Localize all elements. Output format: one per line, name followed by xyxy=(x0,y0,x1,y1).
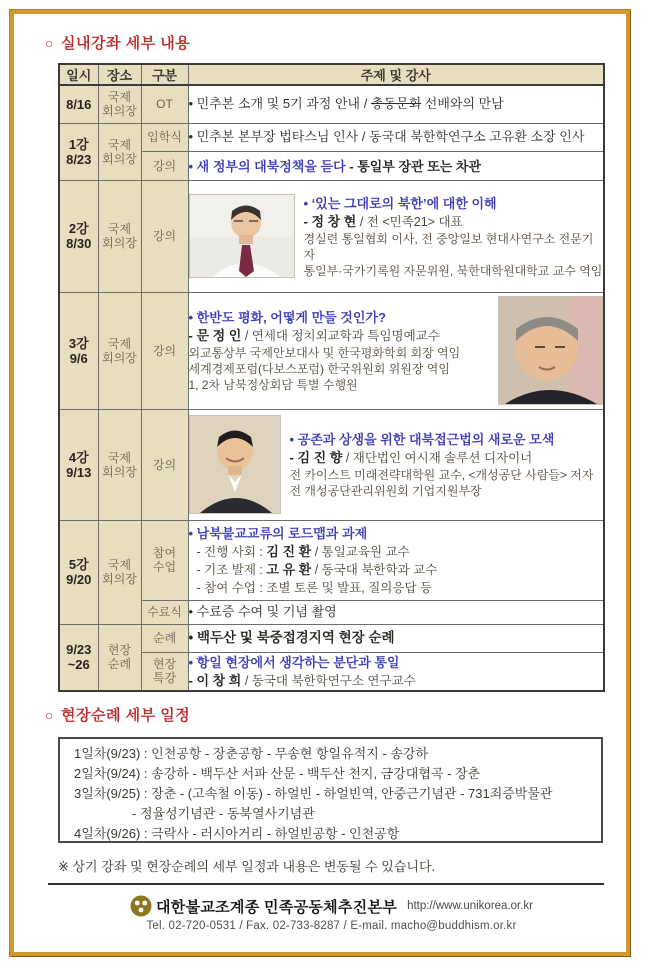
person-portrait-icon xyxy=(498,296,603,405)
speaker-detail-1: 전 카이스트 미래전략대학원 교수, <개성공단 사람들> 저자 xyxy=(289,468,594,482)
footer-org-line xyxy=(58,893,605,919)
person-portrait-icon xyxy=(189,415,281,514)
topic-text: • 항일 현장에서 생각하는 분단과 통일 xyxy=(188,654,400,670)
speaker-desc: / 연세대 정치외교학과 특임명예교수 xyxy=(241,329,440,343)
circle-bullet-icon: ○ xyxy=(45,35,54,51)
date-line2: 9/20 xyxy=(66,572,92,587)
session-line-2 xyxy=(189,561,604,579)
place-line2: 회의장 xyxy=(102,104,137,119)
itinerary-day-3: 3일차(9/25) : 장춘 - (고속철 이동) - 하얼빈 - 하얼빈역, 안중근기념관 - 731죄증박물관 xyxy=(74,786,553,801)
date-line2: ~26 xyxy=(67,657,90,672)
place-line1: 현장 xyxy=(107,643,132,657)
topic-text: • 공존과 상생을 위한 대북접근법의 새로운 모색 xyxy=(289,432,555,447)
speaker-detail-2: 전 개성공단관리위원회 기업지원부장 xyxy=(289,484,482,498)
type-cell: 입학식 xyxy=(141,123,188,151)
session2-prefix: - 기조 발제 : xyxy=(196,562,267,577)
row-lecture2 xyxy=(59,180,604,292)
pilgrimage-route-text: • 백두산 및 북중접경지역 현장 순례 xyxy=(188,630,395,645)
date-cell: 8/16 xyxy=(59,85,98,123)
speaker-detail-2: 통일부·국가기록원 자문위원, 북한대학원대학교 교수 역임 xyxy=(303,263,603,278)
speaker-photo-moon-chungin xyxy=(498,296,603,405)
place-line1: 국제 xyxy=(107,222,132,236)
itinerary-day-3-continued: - 정율성기념관 - 동북열사기념관 xyxy=(132,806,315,821)
speaker-detail-1: 경실련 통일협회 이사, 전 중앙일보 현대사연구소 전문기자 xyxy=(303,231,594,262)
place-cell xyxy=(98,520,141,624)
col-header-place: 장소 xyxy=(98,64,141,85)
pilgrimage-section-title xyxy=(45,704,190,725)
place-cell xyxy=(98,123,141,180)
type-cell: OT xyxy=(141,85,188,123)
place-cell xyxy=(98,624,141,691)
row-orientation xyxy=(59,85,604,123)
row-lecture1-lecture xyxy=(59,151,604,180)
lecture-section-title xyxy=(45,32,190,53)
place-cell xyxy=(98,180,141,292)
session1-prefix: - 진행 사회 : xyxy=(196,544,267,559)
date-line1: 9/23 xyxy=(66,642,92,657)
col-header-date: 일시 xyxy=(59,64,98,85)
type-cell: 순례 xyxy=(141,624,188,652)
place-line2: 회의장 xyxy=(102,151,137,166)
topic-cell xyxy=(188,652,604,691)
date-cell xyxy=(59,180,98,292)
person-portrait-icon xyxy=(189,194,295,278)
place-line1: 국제 xyxy=(107,90,132,105)
row-lecture1-entrance xyxy=(59,123,604,151)
itinerary-day-4: 4일차(9/26) : 극락사 - 러시아거리 - 하얼빈공항 - 인천공항 xyxy=(74,826,400,841)
session1-name: 김 진 환 xyxy=(266,543,312,559)
topic-text: • ‘있는 그대로의 북한’에 대한 이해 xyxy=(303,195,497,211)
ot-text-post: 선배와의 만남 xyxy=(421,96,504,112)
itinerary-day-2: 2일차(9/24) : 송강하 - 백두산 서파 산문 - 백두산 천지, 금강대협곡 - 장춘 xyxy=(74,766,481,781)
topic-cell xyxy=(188,409,604,520)
place-cell xyxy=(98,85,141,123)
speaker-line xyxy=(304,213,604,231)
entrance-text: • 민추본 본부장 법타스님 인사 / 동국대 북한학연구소 고유환 소장 인사 xyxy=(188,129,585,144)
speaker-name: 이 창 희 xyxy=(196,672,242,688)
date-cell xyxy=(59,520,98,624)
ot-text-pre: • 민추본 소개 및 5기 과정 안내 / xyxy=(188,96,371,112)
type-cell: 강의 xyxy=(141,409,188,520)
speaker-line xyxy=(290,449,604,467)
topic-cell xyxy=(188,520,604,600)
date-cell xyxy=(59,409,98,520)
date-line1: 5강 xyxy=(68,557,89,572)
place-cell xyxy=(98,409,141,520)
type-line2: 특강 xyxy=(152,671,177,685)
place-line2: 회의장 xyxy=(102,572,137,586)
date-cell xyxy=(59,292,98,409)
speaker-name: 정 창 현 xyxy=(311,213,357,229)
footer-contact-line: Tel. 02-720-0531 / Fax. 02-733-8287 / E-mail. macho@buddhism.or.kr xyxy=(146,920,517,932)
type-line1: 참여 xyxy=(152,546,177,560)
type-cell xyxy=(141,652,188,691)
type-line1: 현장 xyxy=(152,657,177,671)
speaker-prefix: - xyxy=(188,328,197,343)
topic-text: • 한반도 평화, 어떻게 만들 것인가? xyxy=(188,310,386,325)
topic-text: • 새 정부의 대북정책을 듣다 xyxy=(188,158,346,174)
place-line1: 국제 xyxy=(107,450,132,465)
place-line2: 회의장 xyxy=(102,350,137,365)
place-line2: 회의장 xyxy=(102,236,137,250)
date-line2: 9/13 xyxy=(66,464,92,480)
speaker-photo-jeong-changhyun xyxy=(189,194,295,278)
speaker-prefix: - xyxy=(289,450,298,465)
topic-cell xyxy=(188,180,604,292)
date-line1: 1강 xyxy=(68,136,89,152)
session-line-1 xyxy=(189,543,604,561)
table-header-row xyxy=(59,64,604,85)
row-field-special-lecture xyxy=(59,652,604,691)
topic-cell xyxy=(188,292,604,409)
session1-desc: / 통일교육원 교수 xyxy=(311,544,410,559)
date-line2: 9/6 xyxy=(69,350,88,366)
date-cell xyxy=(59,624,98,691)
place-cell xyxy=(98,292,141,409)
pilgrimage-section-title-text: 현장순례 세부 일정 xyxy=(60,707,191,724)
schedule-change-note: ※ 상기 강좌 및 현장순례의 세부 일정과 내용은 변동될 수 있습니다. xyxy=(58,859,436,874)
speaker-line xyxy=(189,672,604,690)
topic-cell xyxy=(188,151,604,180)
type-cell: 강의 xyxy=(141,151,188,180)
speaker-name: 문 정 인 xyxy=(196,328,242,343)
topic-cell xyxy=(188,600,604,624)
type-cell: 수료식 xyxy=(141,600,188,624)
row-lecture5-graduation xyxy=(59,600,604,624)
speaker-desc: / 전 <민족21> 대표 xyxy=(356,214,463,229)
speaker-prefix: - xyxy=(303,213,312,229)
graduation-text: • 수료증 수여 및 기념 촬영 xyxy=(188,604,337,619)
itinerary-day-1: 1일차(9/23) : 인천공항 - 장춘공항 - 무송현 항일유적지 - 송강하 xyxy=(74,746,429,761)
row-lecture4 xyxy=(59,409,604,520)
jogye-order-logo-icon xyxy=(130,895,152,917)
date-line2: 8/30 xyxy=(66,236,92,251)
topic-cell xyxy=(188,123,604,151)
row-lecture3 xyxy=(59,292,604,409)
date-line1: 2강 xyxy=(68,221,89,236)
type-cell: 강의 xyxy=(141,292,188,409)
date-cell xyxy=(59,123,98,180)
speaker-detail-1: 외교통상부 국제안보대사 및 한국평화학회 회장 역임 xyxy=(188,346,461,360)
type-line2: 수업 xyxy=(152,560,177,574)
topic-cell xyxy=(188,85,604,123)
session2-name: 고 유 환 xyxy=(266,561,312,577)
organization-url: http://www.unikorea.or.kr xyxy=(407,900,534,912)
session2-desc: / 동국대 북한학과 교수 xyxy=(311,562,438,577)
place-line1: 국제 xyxy=(107,558,132,572)
session-line-3: - 참여 수업 : 조별 토론 및 발표, 질의응답 등 xyxy=(196,580,433,595)
speaker-name: 김 진 향 xyxy=(297,450,343,465)
lecture-section-title-text: 실내강좌 세부 내용 xyxy=(60,35,191,52)
place-line2: 순례 xyxy=(107,657,132,671)
type-cell: 강의 xyxy=(141,180,188,292)
place-line1: 국제 xyxy=(107,137,132,152)
date-line2: 8/23 xyxy=(66,151,92,167)
topic-tail: - 통일부 장관 또는 차관 xyxy=(345,158,482,174)
topic-text: • 남북불교교류의 로드맵과 과제 xyxy=(188,525,368,541)
footer-divider-line xyxy=(48,883,604,885)
speaker-detail-2: 세계경제포럼(다보스포럼) 한국위원회 위원장 역임 xyxy=(188,362,450,376)
place-line1: 국제 xyxy=(107,336,132,351)
ot-text-strikethrough: 총동문회 xyxy=(370,96,422,112)
pilgrimage-itinerary-box xyxy=(58,737,603,843)
topic-cell xyxy=(188,624,604,652)
date-line1: 3강 xyxy=(68,335,89,351)
speaker-photo-kim-jinhyang xyxy=(189,415,281,514)
row-lecture5-participation xyxy=(59,520,604,600)
place-line2: 회의장 xyxy=(102,464,137,479)
col-header-topic: 주제 및 강사 xyxy=(188,64,604,85)
organization-name: 대한불교조계종 민족공동체추진본부 xyxy=(155,898,398,916)
circle-bullet-icon: ○ xyxy=(45,707,54,723)
lecture-schedule-table xyxy=(58,63,605,692)
date-line1: 4강 xyxy=(68,449,89,465)
col-header-type: 구분 xyxy=(141,64,188,85)
speaker-prefix: - xyxy=(188,672,197,688)
type-cell xyxy=(141,520,188,600)
row-field-pilgrimage xyxy=(59,624,604,652)
speaker-desc: / 재단법인 여시재 솔루션 디자이너 xyxy=(342,451,533,465)
speaker-line xyxy=(189,327,492,345)
speaker-detail-3: 1, 2차 남북정상회담 특별 수행원 xyxy=(188,378,358,392)
speaker-desc: / 동국대 북한학연구소 연구교수 xyxy=(241,673,416,688)
